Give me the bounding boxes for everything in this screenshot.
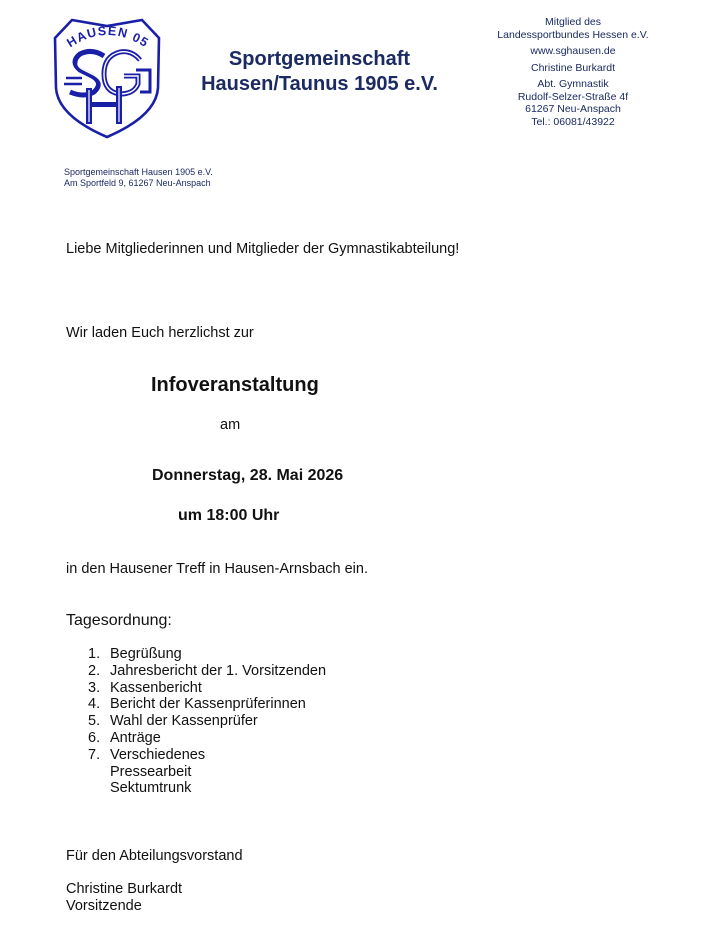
event-location: in den Hausener Treff in Hausen-Arnsbach ein.: [66, 561, 368, 577]
agenda-item-number: 7.: [88, 746, 101, 763]
sender-line2: Am Sportfeld 9, 61267 Neu-Anspach: [64, 178, 211, 188]
club-logo: [52, 16, 162, 140]
organization-title: [182, 47, 457, 97]
agenda-item: [88, 680, 326, 697]
agenda-item-label: Verschiedenes: [110, 746, 206, 763]
event-time: um 18:00 Uhr: [178, 507, 280, 524]
contact-name: Christine Burkardt: [530, 61, 616, 74]
agenda-heading: Tagesordnung:: [66, 612, 172, 629]
membership-line1: Mitglied des: [544, 16, 602, 28]
agenda-item-label: Kassenbericht: [110, 679, 202, 696]
agenda-item-label: Jahresbericht der 1. Vorsitzenden: [110, 662, 327, 679]
greeting: Liebe Mitgliederinnen und Mitglieder der Gymnastikabteilung!: [66, 241, 460, 257]
event-title: Infoveranstaltung: [151, 374, 319, 396]
agenda-item: [88, 747, 326, 764]
agenda-subitem: Pressearbeit: [110, 763, 192, 780]
agenda-item-label: Begrüßung: [110, 646, 182, 662]
signer-role: Vorsitzende: [66, 898, 142, 914]
agenda-item: [88, 713, 326, 730]
signer-name: Christine Burkardt: [66, 881, 183, 897]
agenda-subitem: Sektumtrunk: [110, 780, 192, 797]
agenda-item: [88, 730, 326, 747]
website-link[interactable]: www.sghausen.de: [530, 45, 616, 57]
event-date: Donnerstag, 28. Mai 2026: [152, 467, 344, 484]
event-am: am: [220, 417, 241, 433]
contact-city: 61267 Neu-Anspach: [525, 103, 621, 115]
organization-title-line2: Hausen/Taunus 1905 e.V.: [201, 73, 438, 95]
agenda-item-number: 6.: [88, 729, 101, 746]
agenda-item-number: 1.: [88, 646, 101, 662]
sender-line1: Sportgemeinschaft Hausen 1905 e.V.: [64, 167, 213, 177]
club-crest-icon: [52, 16, 162, 140]
agenda-item-label: Anträge: [110, 729, 161, 746]
agenda-item-label: Wahl der Kassenprüfer: [110, 713, 258, 730]
contact-info-block: [478, 16, 668, 128]
organization-title-line1: Sportgemeinschaft: [228, 48, 411, 70]
agenda-item-number: 2.: [88, 662, 101, 679]
department: Abt. Gymnastik: [537, 78, 609, 90]
agenda-item-number: 4.: [88, 696, 101, 713]
invitation-text: Wir laden Euch herzlichst zur: [66, 325, 254, 341]
agenda-item: [88, 663, 326, 680]
closing: Für den Abteilungsvorstand: [66, 848, 243, 864]
agenda-list: [88, 646, 326, 797]
membership-line2: Landessportbundes Hessen e.V.: [497, 28, 649, 41]
sender-address: [64, 167, 213, 189]
agenda-item-label: Bericht der Kassenprüferinnen: [110, 696, 306, 713]
agenda-item: [88, 646, 326, 663]
contact-street: Rudolf-Selzer-Straße 4f: [517, 90, 629, 103]
agenda-item-number: 5.: [88, 713, 101, 730]
svg-text:HAUSEN 05: HAUSEN 05: [64, 23, 152, 51]
agenda-item: [88, 696, 326, 713]
contact-phone: Tel.: 06081/43922: [531, 115, 615, 128]
signature-block: [66, 881, 182, 915]
agenda-item-number: 3.: [88, 679, 101, 696]
